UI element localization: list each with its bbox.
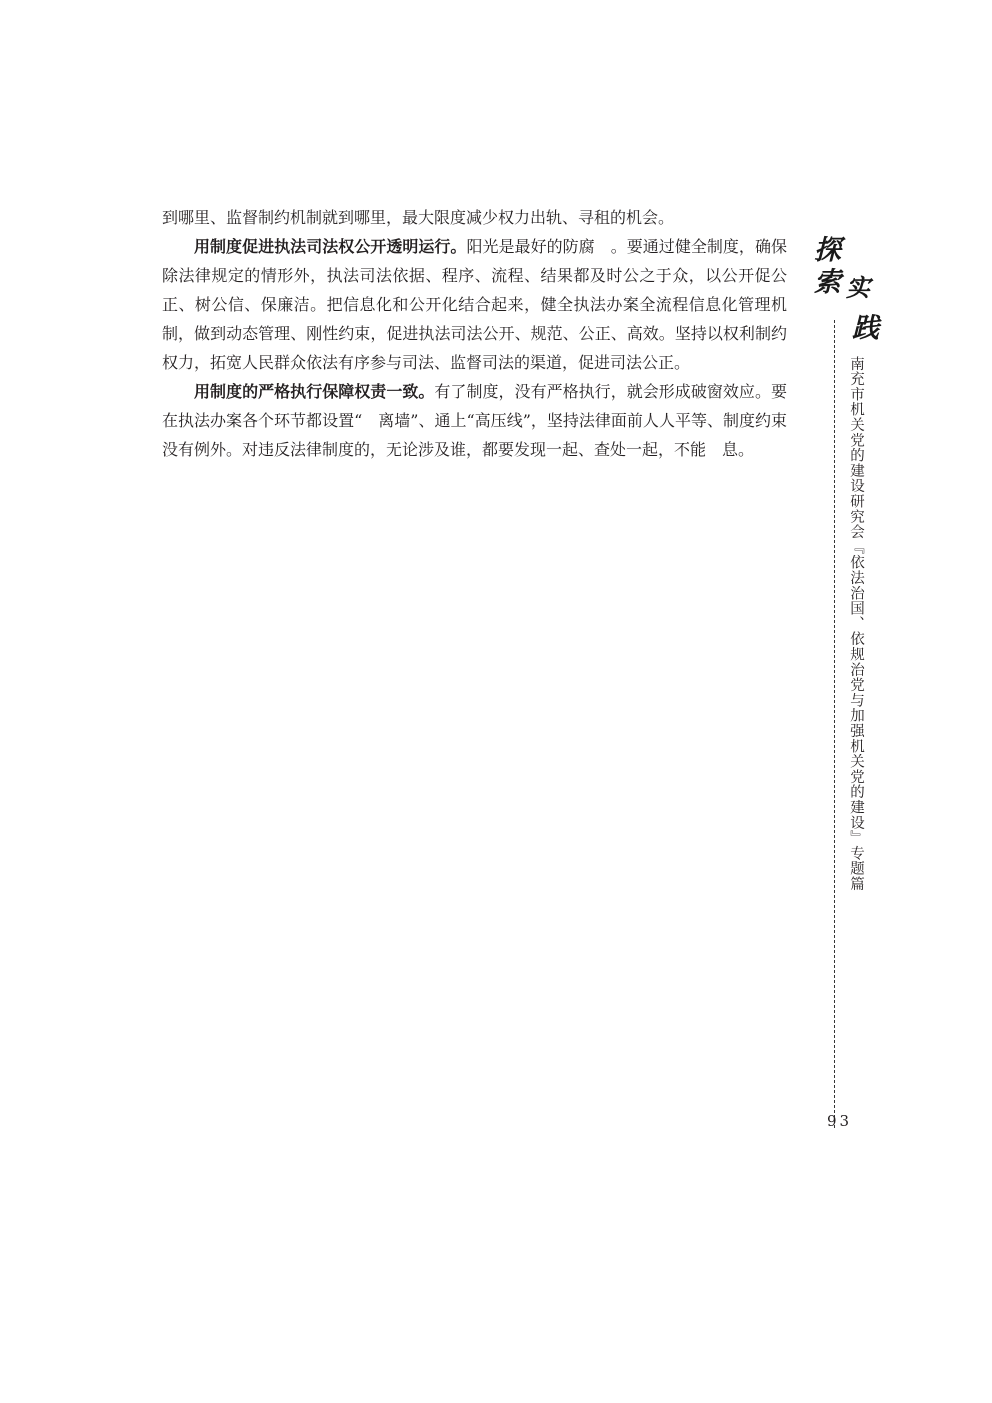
paragraph-text: 有了制度，没有严格执行，就会形成破窗效应。要在执法办案各个环节都设置“ 离墙”、通上“高压线”，坚持法律面前人人平等、制度约束没有例外。对违反法律制度的，无论涉及谁，都要发现一起、查处一起，不能 息。 xyxy=(162,382,787,459)
paragraph-open-justice xyxy=(162,232,787,377)
logo-char: 践 xyxy=(852,313,879,344)
body-text xyxy=(162,203,787,464)
paragraph-text: 到哪里、监督制约机制就到哪里，最大限度减少权力出轨、寻租的机会。 xyxy=(162,208,675,227)
section-sidebar xyxy=(800,228,890,1138)
paragraph-text: 阳光是最好的防腐 。要通过健全制度，确保除法律规定的情形外，执法司法依据、程序、流程、结果都及时公之于众，以公开促公正、树公信、保廉洁。把信息化和公开化结合起来，健全执法办案全流程信息化管理机制，做到动态管理、刚性约束，促进执法司法公开、规范、公正、高效。坚持以权利制约权力，拓宽人民群众依法有序参与司法、监督司法的渠道，促进司法公正。 xyxy=(162,237,787,372)
vertical-section-title: 南充市机关党的建设研究会『依法治国、依规治党与加强机关党的建设』专题篇 xyxy=(848,356,864,892)
paragraph-heading: 用制度促进执法司法权公开透明运行。 xyxy=(194,237,467,256)
logo-char: 实 xyxy=(846,273,870,302)
paragraph-continuation xyxy=(162,203,787,232)
paragraph-heading: 用制度的严格执行保障权责一致。 xyxy=(194,382,435,401)
logo-char: 索 xyxy=(814,267,841,298)
paragraph-strict-enforcement xyxy=(162,377,787,464)
page-number: 93 xyxy=(827,1112,853,1130)
dashed-divider xyxy=(834,320,835,1128)
section-logo xyxy=(812,228,882,343)
logo-char: 探 xyxy=(814,235,841,266)
